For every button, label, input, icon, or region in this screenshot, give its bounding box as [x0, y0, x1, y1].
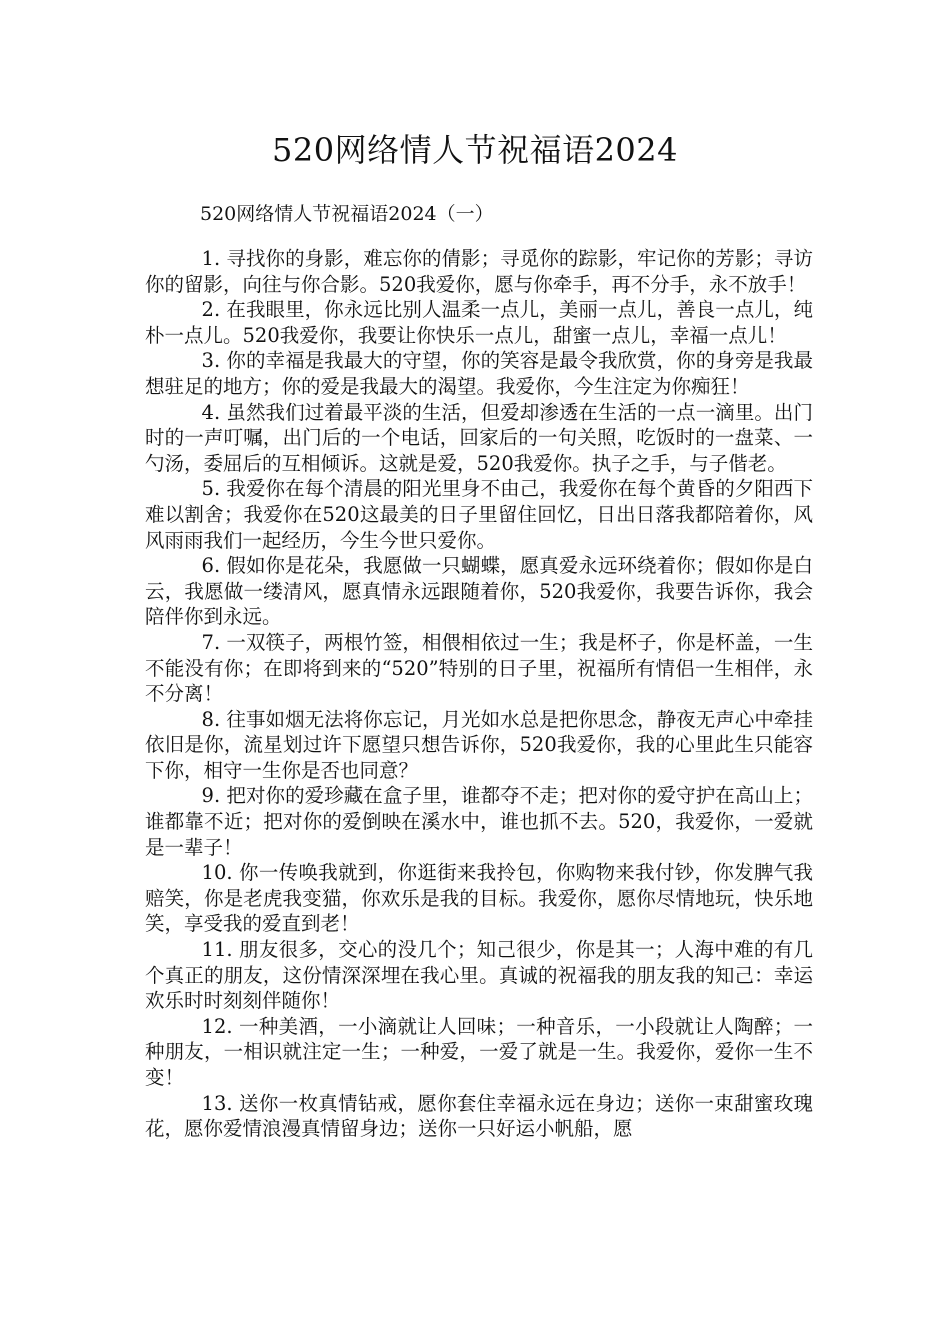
paragraph-2: 2. 在我眼里，你永远比别人温柔一点儿，美丽一点儿，善良一点儿，纯朴一点儿。520我爱你，我要让你快乐一点儿，甜蜜一点儿，幸福一点儿！	[145, 298, 813, 347]
paragraph-7: 7. 一双筷子，两根竹签，相偎相依过一生；我是杯子，你是杯盖，一生不能没有你；在即将到来的“520”特别的日子里，祝福所有情侣一生相伴，永不分离！	[145, 630, 813, 706]
section-heading: 520网络情人节祝福语2024（一）	[200, 203, 494, 225]
paragraph-1: 1. 寻找你的身影，难忘你的倩影；寻觅你的踪影，牢记你的芳影；寻访你的留影，向往与你合影。520我爱你，愿与你牵手，再不分手，永不放手！	[145, 247, 813, 296]
document-body	[145, 246, 813, 1142]
paragraph-9: 9. 把对你的爱珍藏在盒子里，谁都夺不走；把对你的爱守护在高山上；谁都靠不近；把对你的爱倒映在溪水中，谁也抓不去。520，我爱你，一爱就是一辈子！	[145, 784, 813, 859]
paragraph-6: 6. 假如你是花朵，我愿做一只蝴蝶，愿真爱永远环绕着你；假如你是白云，我愿做一缕清风，愿真情永远跟随着你，520我爱你，我要告诉你，我会陪伴你到永远。	[145, 554, 813, 629]
paragraph-4: 4. 虽然我们过着最平淡的生活，但爱却渗透在生活的一点一滴里。出门时的一声叮嘱，出门后的一个电话，回家后的一句关照，吃饭时的一盘菜、一勺汤，委屈后的互相倾诉。这就是爱，520我爱你。执子之手，与子偕老。	[145, 400, 813, 475]
paragraph-13: 13. 送你一枚真情钻戒，愿你套住幸福永远在身边；送你一束甜蜜玫瑰花，愿你爱情浪漫真情留身边；送你一只好运小帆船，愿	[145, 1091, 813, 1141]
paragraph-11: 11. 朋友很多，交心的没几个；知己很少，你是其一；人海中难的有几个真正的朋友，这份情深深埋在我心里。真诚的祝福我的朋友我的知己：幸运欢乐时时刻刻伴随你！	[145, 938, 813, 1013]
paragraph-12: 12. 一种美酒，一小滴就让人回味；一种音乐，一小段就让人陶醉；一种朋友，一相识就注定一生；一种爱，一爱了就是一生。我爱你，爱你一生不变！	[145, 1014, 813, 1089]
paragraph-10: 10. 你一传唤我就到，你逛街来我拎包，你购物来我付钞，你发脾气我赔笑，你是老虎我变猫，你欢乐是我的目标。我爱你，愿你尽情地玩，快乐地笑，享受我的爱直到老！	[145, 861, 813, 936]
document-title: 520网络情人节祝福语2024	[271, 131, 679, 169]
paragraph-5: 5. 我爱你在每个清晨的阳光里身不由己，我爱你在每个黄昏的夕阳西下难以割舍；我爱你在520这最美的日子里留住回忆，日出日落我都陪着你，风风雨雨我们一起经历，今生今世只爱你。	[145, 477, 813, 552]
paragraph-8: 8. 往事如烟无法将你忘记，月光如水总是把你思念，静夜无声心中牵挂依旧是你，流星划过许下愿望只想告诉你，520我爱你，我的心里此生只能容下你，相守一生你是否也同意？	[145, 707, 813, 782]
paragraph-3: 3. 你的幸福是我最大的守望，你的笑容是最令我欣赏，你的身旁是我最想驻足的地方；你的爱是我最大的渴望。我爱你，今生注定为你痴狂！	[145, 349, 813, 398]
